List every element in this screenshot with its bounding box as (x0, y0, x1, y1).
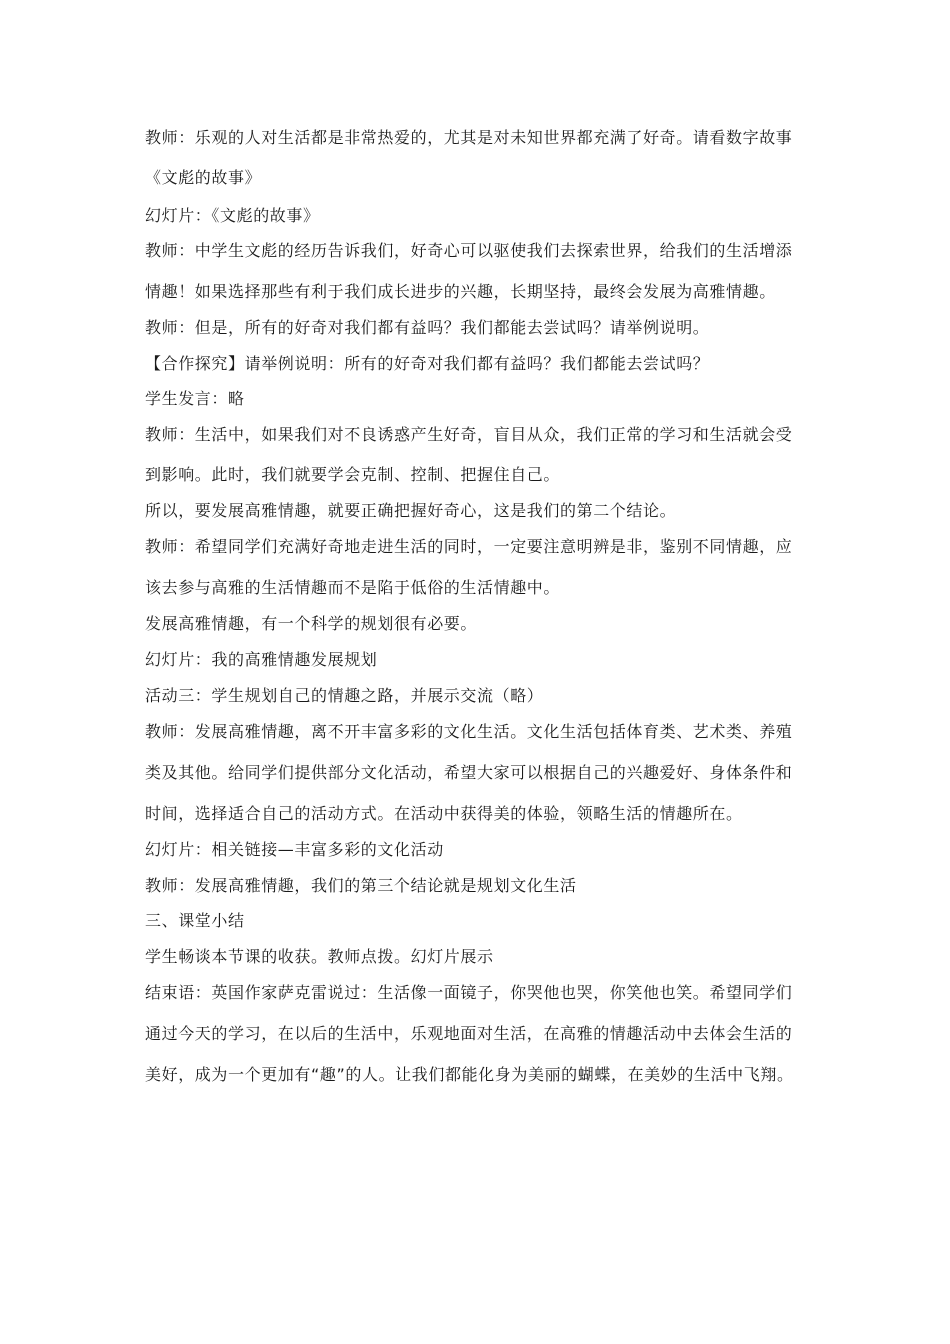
text-line: 教师：生活中，如果我们对不良诱惑产生好奇，盲目从众，我们正常的学习和生活就会受 (145, 425, 793, 444)
text-line: 时间，选择适合自己的活动方式。在活动中获得美的体验，领略生活的情趣所在。 (145, 804, 743, 823)
text-line: 结束语：英国作家萨克雷说过：生活像一面镜子，你哭他也哭，你笑他也笑。希望同学们 (145, 983, 793, 1002)
text-line: 教师：希望同学们充满好奇地走进生活的同时，一定要注意明辨是非，鉴别不同情趣，应 (145, 537, 793, 556)
text-line: 【合作探究】请举例说明：所有的好奇对我们都有益吗？我们都能去尝试吗？ (145, 354, 710, 373)
text-line: 教师：乐观的人对生活都是非常热爱的，尤其是对未知世界都充满了好奇。请看数字故事 (145, 128, 793, 147)
text-line: 该去参与高雅的生活情趣而不是陷于低俗的生活情趣中。 (145, 578, 561, 597)
text-line: 《文彪的故事》 (145, 168, 262, 187)
text-line: 教师：发展高雅情趣，离不开丰富多彩的文化生活。文化生活包括体育类、艺术类、养殖 (145, 722, 793, 741)
text-line: 幻灯片：《文彪的故事》 (145, 206, 320, 225)
text-line: 活动三：学生规划自己的情趣之路，并展示交流（略） (145, 686, 544, 705)
text-line: 学生发言：略 (145, 389, 245, 408)
text-line: 幻灯片：我的高雅情趣发展规划 (145, 650, 378, 669)
text-line: 学生畅谈本节课的收获。教师点拨。幻灯片展示 (145, 947, 494, 966)
text-line: 发展高雅情趣，有一个科学的规划很有必要。 (145, 614, 478, 633)
text-line: 通过今天的学习，在以后的生活中，乐观地面对生活，在高雅的情趣活动中去体会生活的 (145, 1024, 793, 1043)
text-line: 三、课堂小结 (145, 911, 245, 930)
text-line: 所以，要发展高雅情趣，就要正确把握好奇心，这是我们的第二个结论。 (145, 501, 677, 520)
text-line: 类及其他。给同学们提供部分文化活动，希望大家可以根据自己的兴趣爱好、身体条件和 (145, 763, 793, 782)
text-line: 教师：但是，所有的好奇对我们都有益吗？我们都能去尝试吗？请举例说明。 (145, 318, 710, 337)
text-line: 教师：中学生文彪的经历告诉我们，好奇心可以驱使我们去探索世界，给我们的生活增添 (145, 241, 793, 260)
text-line: 美好，成为一个更加有“趣”的人。让我们都能化身为美丽的蝴蝶，在美妙的生活中飞翔。 (145, 1065, 794, 1084)
text-line: 幻灯片：相关链接—丰富多彩的文化活动 (145, 840, 444, 859)
text-line: 情趣！如果选择那些有利于我们成长进步的兴趣，长期坚持，最终会发展为高雅情趣。 (145, 282, 776, 301)
text-line: 教师：发展高雅情趣，我们的第三个结论就是规划文化生活 (145, 876, 577, 895)
text-line: 到影响。此时，我们就要学会克制、控制、把握住自己。 (145, 465, 561, 484)
